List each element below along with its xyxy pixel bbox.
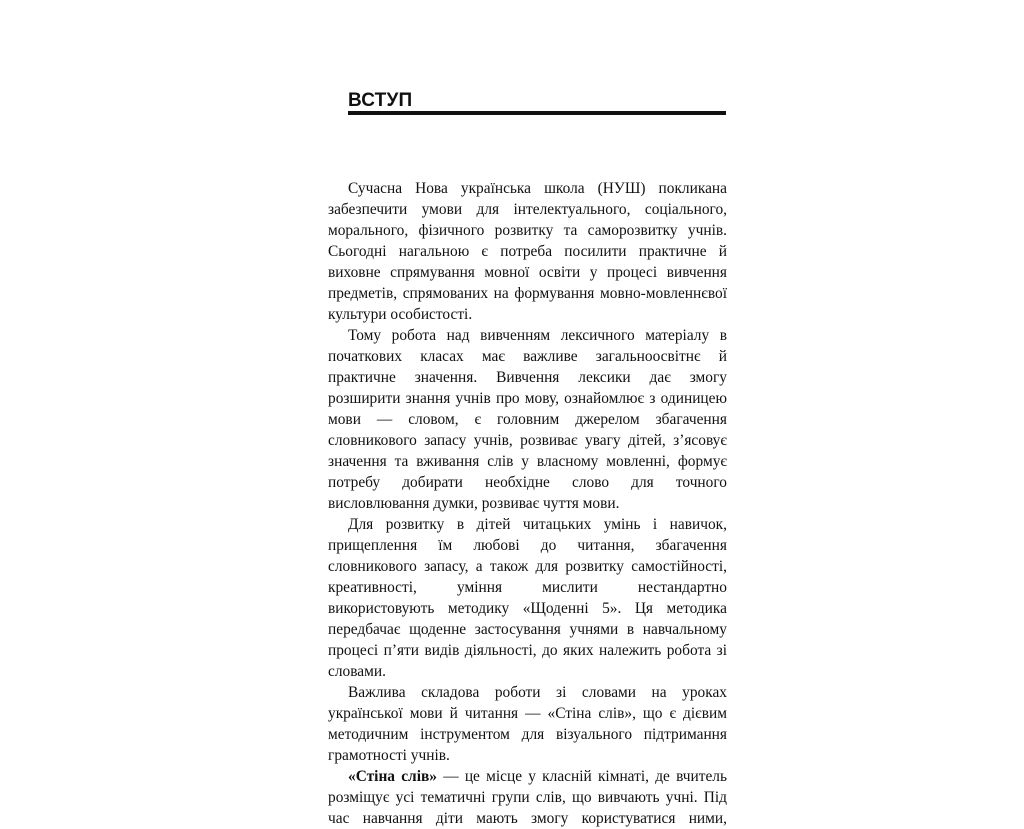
chapter-heading: ВСТУП — [348, 90, 413, 111]
paragraph-1: Сучасна Нова українська школа (НУШ) покликана забезпечити умови для інтелектуального, соціального, морального, фізичного розвитку та саморозвитку учнів. Сьогодні нагальною є потреба посилити практичне й виховне спрямування мовної освіти у процесі вивчення предметів, спрямованих на формування мовно-мовленнєвої культури особистості. — [328, 180, 727, 323]
paragraph-2: Тому робота над вивченням лексичного матеріалу в початкових класах має важливе загальноосвітнє й практичне значення. Вивчення лексики дає змогу розширити знання учнів про мову, ознайомлює з одиницею мови — словом, є головним джерелом збагачення словникового запасу учнів, розвиває увагу дітей, з’ясовує значення та вживання слів у власному мовленні, формує потребу добирати необхідне слово для точного висловлювання думки, розвиває чуття мови. — [328, 327, 727, 512]
term-word-wall: «Стіна слів» — [348, 768, 437, 785]
paragraph-5 — [328, 766, 727, 829]
paragraph-5-text: — це місце у класній кімнаті, де вчитель розміщує усі тематичні групи слів, що вивчають учні. Під час навчання діти мають змогу користуватися ними, — [328, 768, 727, 827]
paragraph-3: Для розвитку в дітей читацьких умінь і навичок, прищеплення їм любові до читання, збагачення словникового запасу, а також для розвитку самостійності, креативності, уміння мислити нестандартно використовують методику «Щоденні 5». Ця методика передбачає щоденне застосування учнями в навчальному процесі п’яти видів діяльності, до яких належить робота зі словами. — [328, 516, 727, 680]
heading-underline — [348, 111, 726, 115]
paragraph-4: Важлива складова роботи зі словами на уроках української мови й читання — «Стіна слів», що є дієвим методичним інструментом для візуального підтримання грамотності учнів. — [328, 684, 727, 764]
body-text — [328, 178, 727, 829]
